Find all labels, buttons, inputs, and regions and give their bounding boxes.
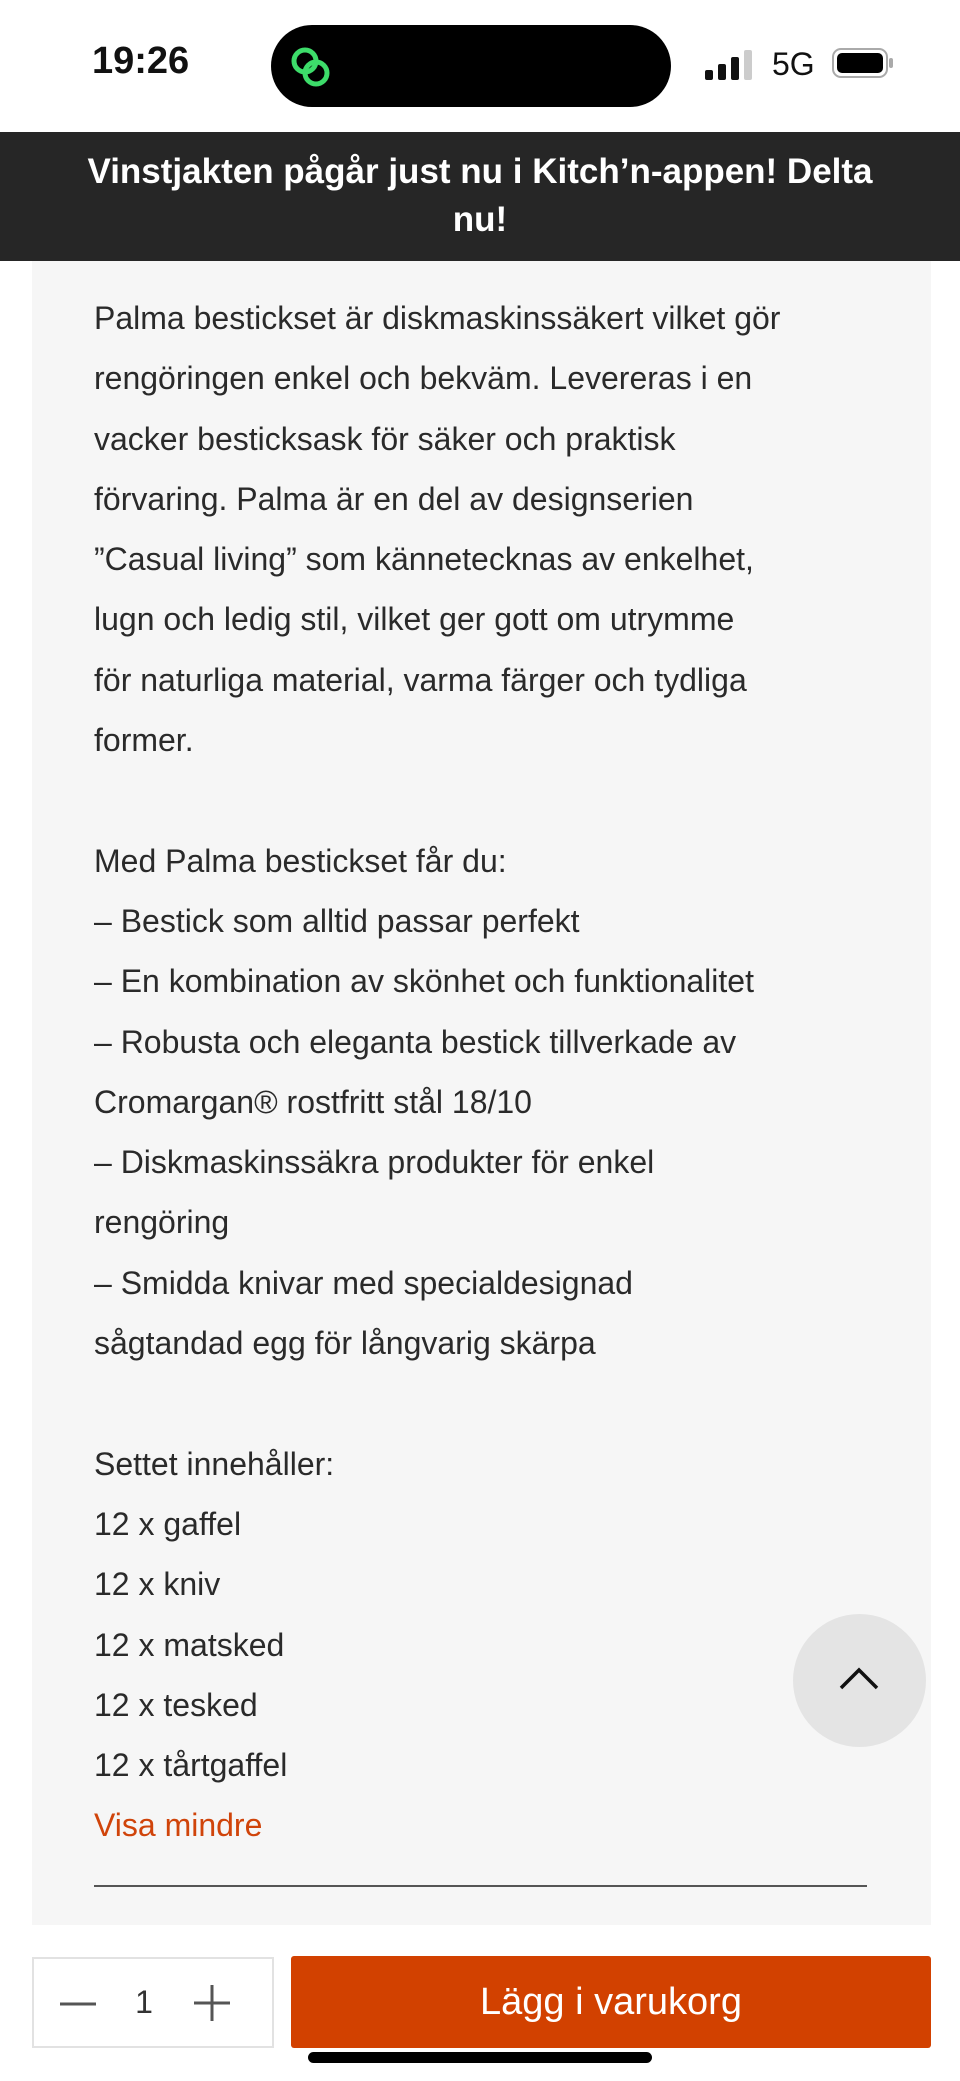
status-time: 19:26 [92, 40, 190, 82]
minus-icon[interactable] [58, 1989, 98, 2019]
blank-line [94, 1373, 780, 1433]
desc-line: vacker besticksask för säker och praktisk [94, 420, 676, 457]
signal-icon [705, 50, 757, 80]
benefits-heading: Med Palma bestickset får du: [94, 842, 507, 879]
benefit-line: rengöring [94, 1204, 230, 1241]
benefit-line: Cromargan® rostfritt stål 18/10 [94, 1083, 532, 1120]
scroll-to-top-button[interactable] [793, 1614, 926, 1747]
blank-line [94, 770, 780, 830]
desc-line: ”Casual living” som kännetecknas av enkelhet, [94, 541, 754, 578]
benefit-line: – Diskmaskinssäkra produkter för enkel [94, 1144, 655, 1181]
home-indicator [308, 2052, 652, 2063]
status-bar [0, 0, 960, 132]
contents-item: 12 x matsked [94, 1626, 285, 1663]
contents-item: 12 x tesked [94, 1686, 258, 1723]
battery-icon [832, 48, 894, 78]
quantity-stepper[interactable] [32, 1957, 274, 2048]
show-less-link[interactable]: Visa mindre [94, 1807, 263, 1844]
quantity-value[interactable]: 1 [135, 1984, 153, 2020]
link-icon [289, 45, 333, 89]
desc-line: Palma bestickset är diskmaskinssäkert vilket gör [94, 300, 781, 336]
desc-line: förvaring. Palma är en del av designserien [94, 480, 694, 517]
benefit-line: – Bestick som alltid passar perfekt [94, 902, 580, 939]
contents-item: 12 x tårtgaffel [94, 1747, 288, 1784]
dynamic-island [271, 25, 671, 107]
plus-icon[interactable] [192, 1983, 232, 2023]
desc-line: lugn och ledig stil, vilket ger gott om utrymme [94, 601, 735, 638]
benefit-line: – En kombination av skönhet och funktionalitet [94, 963, 754, 1000]
product-description [94, 288, 780, 1856]
chevron-up-icon [837, 1664, 881, 1692]
benefit-line: – Robusta och eleganta bestick tillverkade av [94, 1023, 737, 1060]
banner-line-1: Vinstjakten pågår just nu i Kitch’n-appen! Delta [87, 152, 873, 191]
divider [94, 1885, 867, 1887]
add-to-cart-button[interactable]: Lägg i varukorg [291, 1956, 931, 2048]
contents-item: 12 x gaffel [94, 1505, 242, 1542]
desc-line: former. [94, 722, 194, 759]
benefit-line: – Smidda knivar med specialdesignad [94, 1264, 633, 1301]
benefit-line: sågtandad egg för långvarig skärpa [94, 1325, 596, 1362]
promo-banner[interactable] [0, 132, 960, 261]
contents-heading: Settet innehåller: [94, 1445, 335, 1482]
contents-item: 12 x kniv [94, 1566, 221, 1603]
desc-line: rengöringen enkel och bekväm. Levereras i en [94, 360, 753, 397]
network-type: 5G [772, 46, 815, 82]
desc-line: för naturliga material, varma färger och tydliga [94, 661, 747, 698]
banner-line-2: nu! [452, 200, 508, 239]
